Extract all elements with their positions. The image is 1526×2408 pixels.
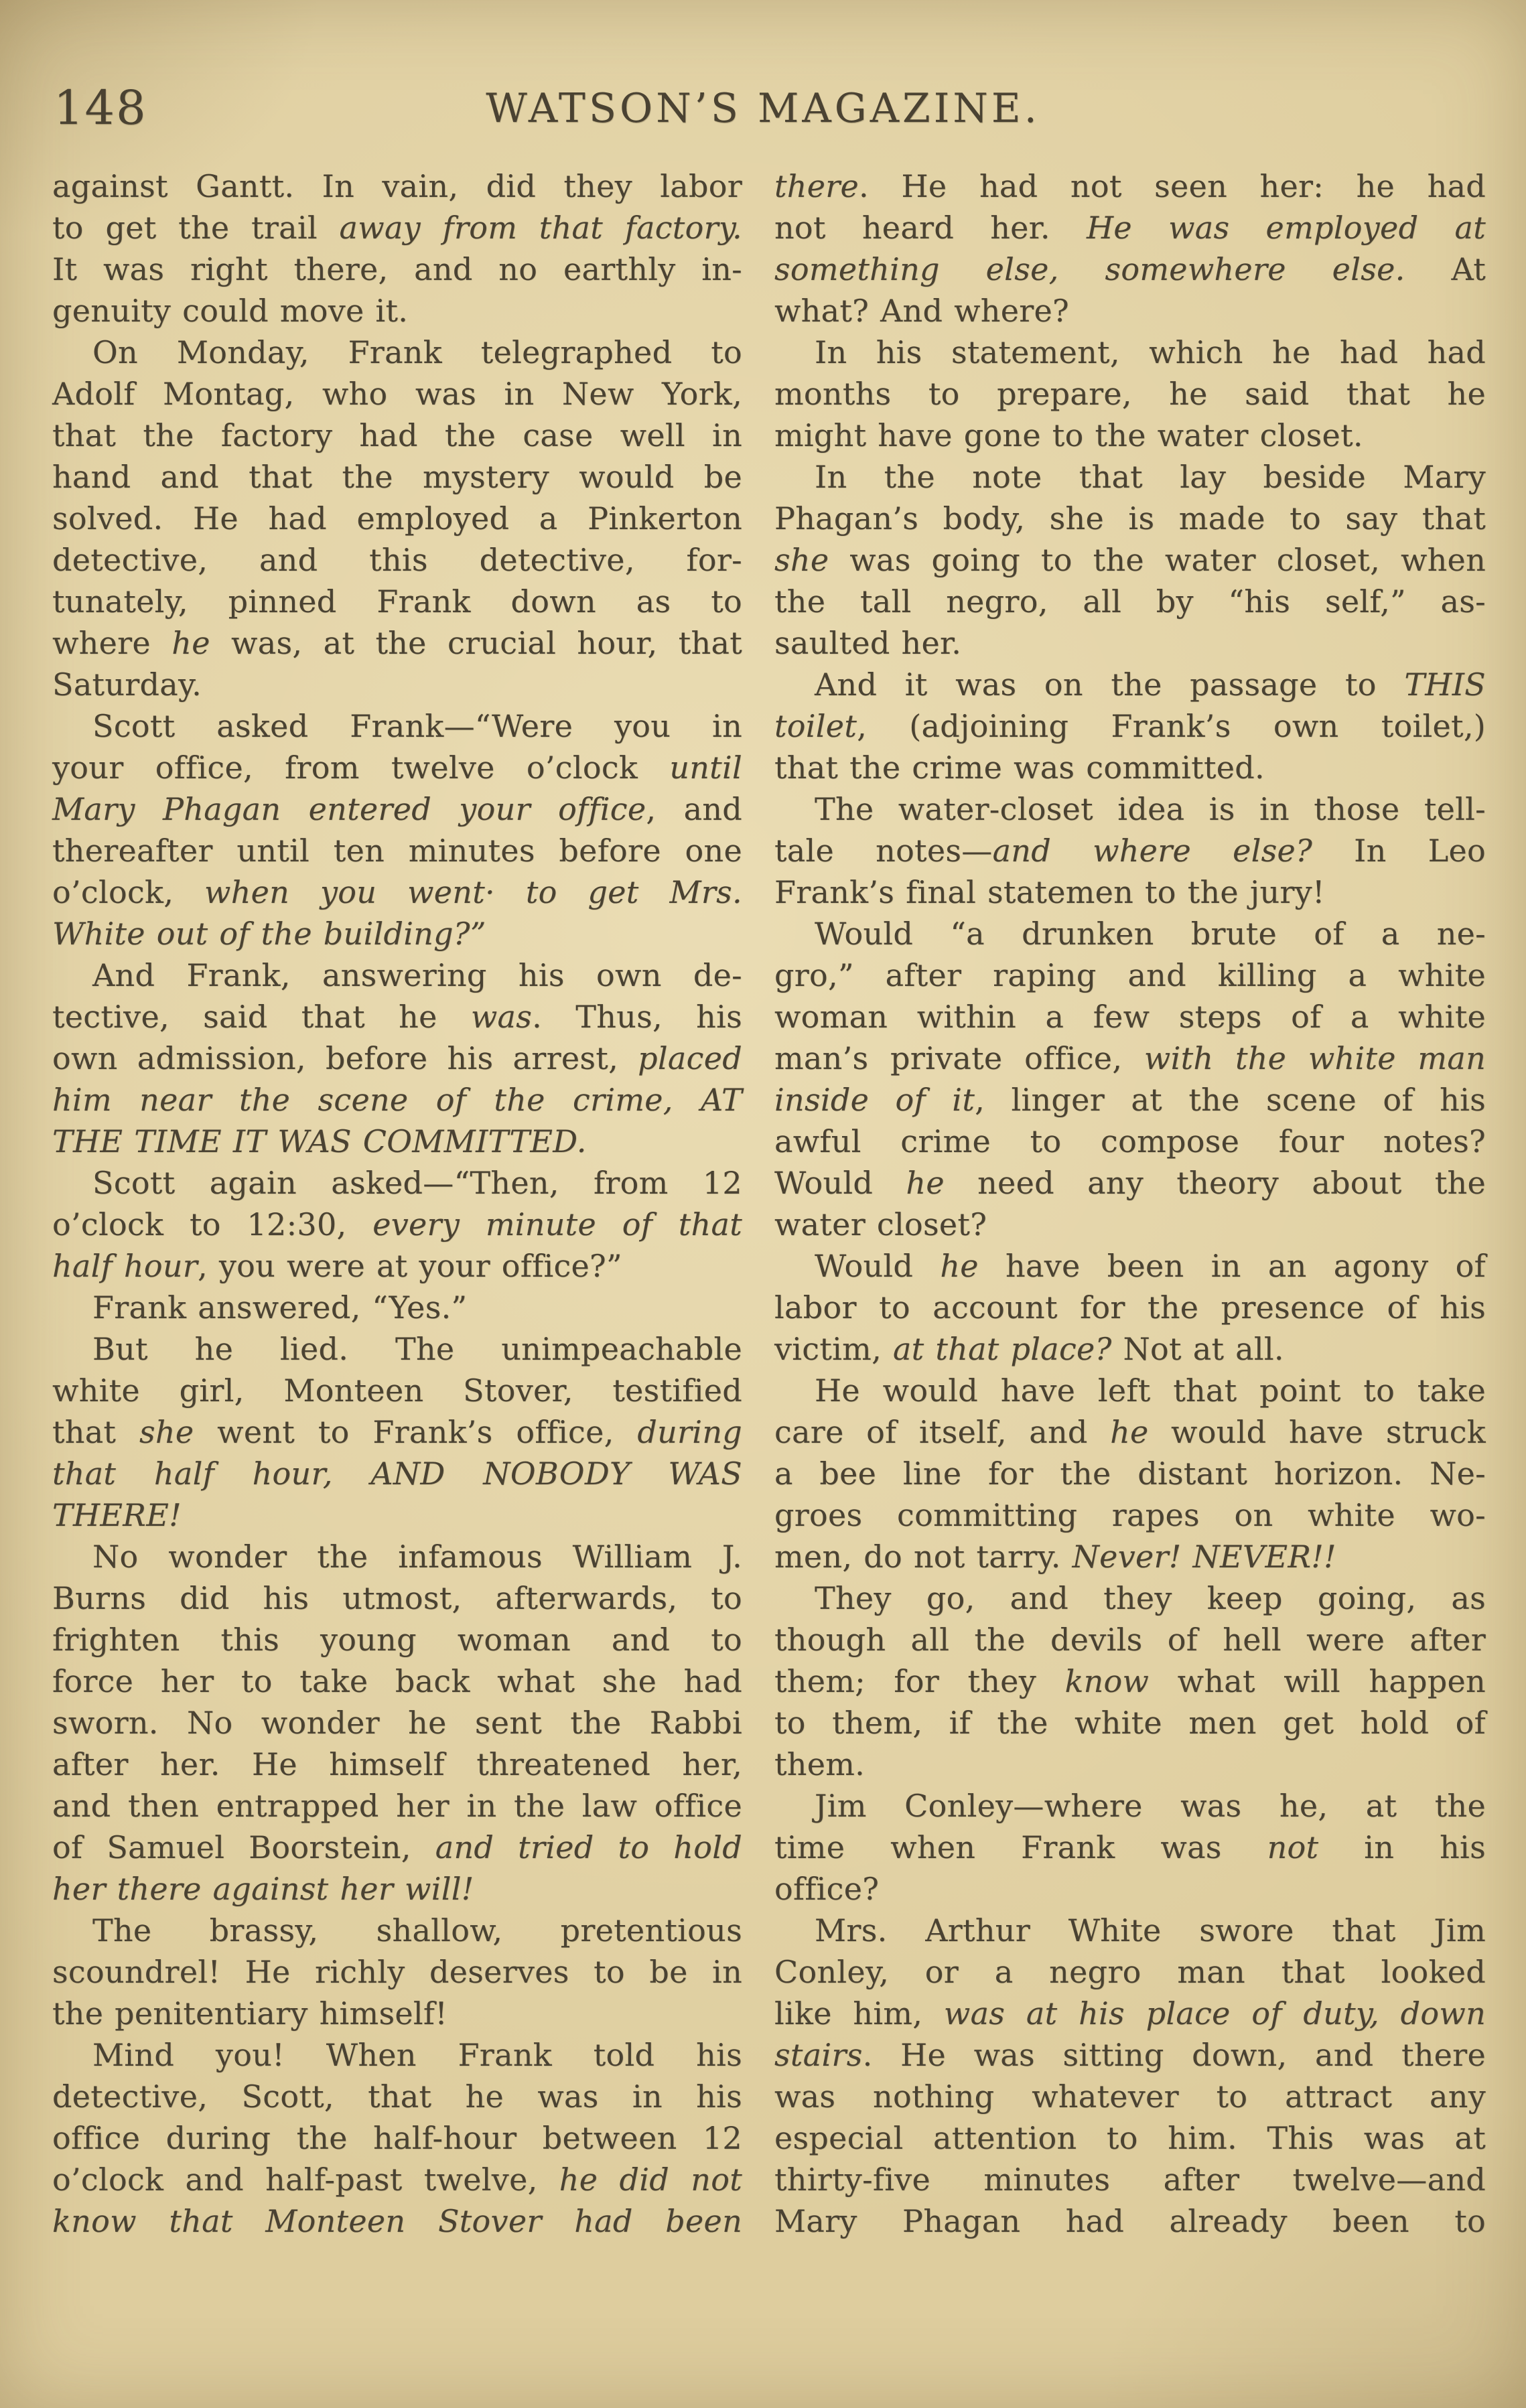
italic-text-segment: during bbox=[637, 1414, 742, 1450]
text-line bbox=[774, 2076, 1486, 2117]
text-line bbox=[774, 373, 1486, 415]
text-line bbox=[774, 581, 1486, 622]
text-line bbox=[52, 1121, 742, 1162]
text-segment: in his bbox=[1318, 1829, 1486, 1865]
text-line bbox=[52, 332, 742, 373]
text-segment: them. bbox=[774, 1746, 865, 1782]
text-segment: , (adjoining Frank’s own toilet,) bbox=[857, 708, 1486, 744]
text-line bbox=[774, 1702, 1486, 1744]
text-segment: genuity could move it. bbox=[52, 293, 409, 329]
text-segment: Adolf Montag, who was in New York, bbox=[52, 376, 742, 412]
italic-text-segment: placed bbox=[638, 1040, 742, 1076]
text-line bbox=[52, 1370, 742, 1411]
text-line bbox=[774, 1993, 1486, 2034]
text-line bbox=[774, 705, 1486, 747]
italic-text-segment: Never! NEVER!! bbox=[1072, 1539, 1336, 1575]
text-line bbox=[52, 1245, 742, 1287]
italic-text-segment: that half hour, AND NOBODY WAS bbox=[52, 1456, 742, 1492]
text-line bbox=[52, 1702, 742, 1744]
text-segment: need any theory about the bbox=[944, 1165, 1486, 1201]
text-segment: Conley, or a negro man that looked bbox=[774, 1954, 1486, 1990]
text-line bbox=[52, 415, 742, 456]
italic-text-segment: until bbox=[669, 750, 742, 786]
text-line bbox=[774, 788, 1486, 830]
text-line bbox=[52, 705, 742, 747]
text-line bbox=[774, 332, 1486, 373]
text-segment: to get the trail bbox=[52, 210, 340, 246]
text-line bbox=[52, 622, 742, 664]
text-segment: force her to take back what she had bbox=[52, 1663, 742, 1699]
text-line bbox=[774, 456, 1486, 498]
text-line bbox=[774, 1411, 1486, 1453]
text-line bbox=[774, 1494, 1486, 1536]
text-segment: o’clock to 12:30, bbox=[52, 1206, 373, 1243]
text-segment: not heard her. bbox=[774, 210, 1087, 246]
text-segment: He would have left that point to take bbox=[815, 1372, 1486, 1409]
text-line bbox=[774, 290, 1486, 332]
text-segment: In Leo bbox=[1312, 833, 1486, 869]
text-line bbox=[774, 539, 1486, 581]
text-segment: , you were at your office?” bbox=[198, 1248, 622, 1284]
text-segment: scoundrel! He richly deserves to be in bbox=[52, 1954, 742, 1990]
text-segment: thereafter until ten minutes before one bbox=[52, 833, 742, 869]
text-line bbox=[52, 456, 742, 498]
page-number: 148 bbox=[54, 80, 147, 135]
italic-text-segment: was at his place of duty, down bbox=[943, 1995, 1486, 2032]
italic-text-segment: not bbox=[1267, 1829, 1319, 1865]
text-line bbox=[52, 1868, 742, 1910]
text-line bbox=[774, 1744, 1486, 1785]
text-line bbox=[52, 1079, 742, 1121]
text-segment: awful crime to compose four notes? bbox=[774, 1123, 1486, 1159]
text-line bbox=[52, 1536, 742, 1577]
text-line bbox=[774, 1577, 1486, 1619]
text-line bbox=[774, 2117, 1486, 2159]
text-segment: a bee line for the distant horizon. Ne- bbox=[774, 1456, 1486, 1492]
text-line bbox=[52, 830, 742, 871]
text-segment: own admission, before his arrest, bbox=[52, 1040, 638, 1076]
text-segment: months to prepare, he said that he bbox=[774, 376, 1486, 412]
italic-text-segment: when you went· to get Mrs. bbox=[204, 874, 742, 910]
text-segment: Frank’s final statemen to the jury! bbox=[774, 874, 1325, 910]
text-segment: In the note that lay beside Mary bbox=[815, 459, 1486, 495]
text-line bbox=[774, 664, 1486, 705]
text-segment: them; for they bbox=[774, 1663, 1065, 1699]
text-line bbox=[52, 1910, 742, 1951]
text-line bbox=[52, 1328, 742, 1370]
text-segment: detective, and this detective, for- bbox=[52, 542, 742, 578]
italic-text-segment: THERE! bbox=[52, 1497, 182, 1533]
text-segment: Scott asked Frank—“Were you in bbox=[92, 708, 742, 744]
text-segment: after her. He himself threatened her, bbox=[52, 1746, 742, 1782]
italic-text-segment: there bbox=[774, 168, 859, 204]
italic-text-segment: her there against her will! bbox=[52, 1871, 474, 1907]
text-segment: But he lied. The unimpeachable bbox=[92, 1331, 742, 1367]
text-line bbox=[774, 498, 1486, 539]
italic-text-segment: he bbox=[906, 1165, 945, 1201]
text-line bbox=[52, 1951, 742, 1993]
text-segment: o’clock and half-past twelve, bbox=[52, 2162, 559, 2198]
text-line bbox=[774, 1245, 1486, 1287]
text-line bbox=[774, 1910, 1486, 1951]
text-line bbox=[52, 788, 742, 830]
text-line bbox=[774, 1162, 1486, 1204]
italic-text-segment: White out of the building?” bbox=[52, 916, 486, 952]
text-line bbox=[52, 1785, 742, 1827]
text-segment: tale notes— bbox=[774, 833, 993, 869]
text-line bbox=[52, 539, 742, 581]
italic-text-segment: know that Monteen Stover had been bbox=[52, 2203, 742, 2239]
text-line bbox=[52, 996, 742, 1038]
text-segment: sworn. No wonder he sent the Rabbi bbox=[52, 1705, 742, 1741]
text-line bbox=[774, 871, 1486, 913]
text-segment: On Monday, Frank telegraphed to bbox=[92, 334, 742, 370]
text-segment: office? bbox=[774, 1871, 880, 1907]
italic-text-segment: know bbox=[1064, 1663, 1150, 1699]
text-line bbox=[774, 2200, 1486, 2242]
text-line bbox=[774, 996, 1486, 1038]
italic-text-segment: and tried to hold bbox=[435, 1829, 742, 1865]
text-line bbox=[52, 1993, 742, 2034]
text-segment: Jim Conley—where was he, at the bbox=[815, 1788, 1486, 1824]
text-segment: thirty-five minutes after twelve—and bbox=[774, 2162, 1486, 2198]
text-segment: tective, said that he bbox=[52, 999, 471, 1035]
italic-text-segment: he bbox=[940, 1248, 979, 1284]
italic-text-segment: at that place? bbox=[892, 1331, 1112, 1367]
italic-text-segment: THIS bbox=[1404, 666, 1486, 703]
text-line bbox=[52, 290, 742, 332]
text-line bbox=[774, 1536, 1486, 1577]
italic-text-segment: Mary Phagan entered your office bbox=[52, 791, 646, 827]
italic-text-segment: away from that factory. bbox=[339, 210, 742, 246]
text-segment: detective, Scott, that he was in his bbox=[52, 2078, 742, 2115]
text-segment: what? And where? bbox=[774, 293, 1070, 329]
text-segment: groes committing rapes on white wo- bbox=[774, 1497, 1486, 1533]
text-segment: Saturday. bbox=[52, 666, 202, 703]
text-line bbox=[52, 1411, 742, 1453]
text-line bbox=[774, 1785, 1486, 1827]
italic-text-segment: and where else? bbox=[992, 833, 1313, 869]
text-line bbox=[774, 1619, 1486, 1660]
text-segment: to them, if the white men get hold of bbox=[774, 1705, 1486, 1741]
text-segment: hand and that the mystery would be bbox=[52, 459, 742, 495]
italic-text-segment: inside of it bbox=[774, 1082, 975, 1118]
text-line bbox=[774, 1660, 1486, 1702]
text-segment: man’s private office, bbox=[774, 1040, 1144, 1076]
text-line bbox=[774, 415, 1486, 456]
text-line bbox=[52, 664, 742, 705]
text-line bbox=[52, 2034, 742, 2076]
magazine-title: WATSON’S MAGAZINE. bbox=[486, 85, 1040, 132]
text-segment: care of itself, and bbox=[774, 1414, 1111, 1450]
text-segment: gro,” after raping and killing a white bbox=[774, 957, 1486, 993]
italic-text-segment: with the white man bbox=[1143, 1040, 1486, 1076]
text-line bbox=[774, 913, 1486, 954]
text-line bbox=[52, 1744, 742, 1785]
text-line bbox=[52, 1162, 742, 1204]
text-segment: Would “a drunken brute of a ne- bbox=[815, 916, 1486, 952]
text-line bbox=[774, 1079, 1486, 1121]
article-body bbox=[52, 165, 1486, 2242]
text-segment: against Gantt. In vain, did they labor bbox=[52, 168, 742, 204]
text-line bbox=[52, 1660, 742, 1702]
text-segment: solved. He had employed a Pinkerton bbox=[52, 500, 742, 537]
text-segment: have been in an agony of bbox=[978, 1248, 1486, 1284]
text-segment: The brassy, shallow, pretentious bbox=[92, 1912, 742, 1949]
page-header bbox=[0, 82, 1526, 142]
text-segment: No wonder the infamous William J. bbox=[92, 1539, 742, 1575]
text-line bbox=[774, 1287, 1486, 1328]
text-segment: labor to account for the presence of his bbox=[774, 1289, 1486, 1326]
right-column bbox=[774, 165, 1486, 2242]
italic-text-segment: stairs bbox=[774, 2037, 863, 2073]
text-line bbox=[52, 913, 742, 954]
text-segment: went to Frank’s office, bbox=[194, 1414, 638, 1450]
text-line bbox=[52, 165, 742, 207]
text-segment: your office, from twelve o’clock bbox=[52, 750, 670, 786]
text-line bbox=[774, 1951, 1486, 1993]
italic-text-segment: every minute of that bbox=[372, 1206, 742, 1243]
text-segment: office during the half-hour between 12 bbox=[52, 2120, 742, 2156]
text-line bbox=[52, 747, 742, 788]
italic-text-segment: he did not bbox=[559, 2162, 742, 2198]
text-segment: The water-closet idea is in those tell- bbox=[815, 791, 1486, 827]
text-line bbox=[774, 165, 1486, 207]
text-line bbox=[52, 249, 742, 290]
italic-text-segment: he bbox=[171, 625, 210, 661]
text-segment: white girl, Monteen Stover, testified bbox=[52, 1372, 742, 1409]
text-segment: might have gone to the water closet. bbox=[774, 417, 1363, 453]
text-segment: was nothing whatever to attract any bbox=[774, 2078, 1486, 2115]
text-segment: Not at all. bbox=[1111, 1331, 1284, 1367]
text-segment: frighten this young woman and to bbox=[52, 1622, 742, 1658]
italic-text-segment: him near the scene of the crime, AT bbox=[52, 1082, 742, 1118]
text-segment: where bbox=[52, 625, 172, 661]
text-segment: especial attention to him. This was at bbox=[774, 2120, 1486, 2156]
text-segment: . Thus, his bbox=[532, 999, 742, 1035]
text-segment: And Frank, answering his own de- bbox=[92, 957, 742, 993]
text-segment: that the crime was committed. bbox=[774, 750, 1265, 786]
text-line bbox=[774, 1453, 1486, 1494]
italic-text-segment: something else, somewhere else. bbox=[774, 251, 1405, 287]
text-line bbox=[774, 2159, 1486, 2200]
text-line bbox=[774, 1204, 1486, 1245]
text-segment: At bbox=[1405, 251, 1486, 287]
text-line bbox=[52, 1827, 742, 1868]
text-segment: though all the devils of hell were after bbox=[774, 1622, 1486, 1658]
text-segment: , and bbox=[646, 791, 742, 827]
text-segment: what will happen bbox=[1149, 1663, 1486, 1699]
text-segment: the tall negro, all by “his self,” as- bbox=[774, 583, 1486, 620]
left-column bbox=[52, 165, 742, 2242]
italic-text-segment: THE TIME IT WAS COMMITTED. bbox=[52, 1123, 587, 1159]
text-segment: men, do not tarry. bbox=[774, 1539, 1072, 1575]
text-segment: water closet? bbox=[774, 1206, 987, 1243]
text-line bbox=[52, 1619, 742, 1660]
text-segment: They go, and they keep going, as bbox=[815, 1580, 1486, 1616]
text-line bbox=[774, 622, 1486, 664]
text-segment: Frank answered, “Yes.” bbox=[92, 1289, 468, 1326]
text-segment: It was right there, and no earthly in- bbox=[52, 251, 742, 287]
text-segment: was, at the crucial hour, that bbox=[210, 625, 742, 661]
text-line bbox=[52, 1577, 742, 1619]
text-segment: Would bbox=[815, 1248, 941, 1284]
text-segment: Would bbox=[774, 1165, 906, 1201]
italic-text-segment: was bbox=[470, 999, 533, 1035]
text-segment: . He was sitting down, and there bbox=[862, 2037, 1486, 2073]
text-line bbox=[774, 1370, 1486, 1411]
text-line bbox=[52, 581, 742, 622]
text-segment: was going to the water closet, when bbox=[829, 542, 1486, 578]
text-segment: Phagan’s body, she is made to say that bbox=[774, 500, 1486, 537]
italic-text-segment: He was employed at bbox=[1087, 210, 1486, 246]
text-segment: of Samuel Boorstein, bbox=[52, 1829, 435, 1865]
text-line bbox=[52, 954, 742, 996]
text-segment: tunately, pinned Frank down as to bbox=[52, 583, 742, 620]
text-line bbox=[52, 1453, 742, 1494]
text-segment: Mind you! When Frank told his bbox=[92, 2037, 742, 2073]
text-line bbox=[52, 2117, 742, 2159]
text-line bbox=[774, 2034, 1486, 2076]
text-segment: that bbox=[52, 1414, 140, 1450]
text-segment: Scott again asked—“Then, from 12 bbox=[92, 1165, 742, 1201]
text-line bbox=[52, 373, 742, 415]
text-line bbox=[774, 1868, 1486, 1910]
text-line bbox=[774, 249, 1486, 290]
text-segment: victim, bbox=[774, 1331, 893, 1367]
text-line bbox=[52, 1287, 742, 1328]
italic-text-segment: toilet bbox=[774, 708, 857, 744]
text-line bbox=[774, 830, 1486, 871]
text-segment: And it was on the passage to bbox=[815, 666, 1405, 703]
text-line bbox=[52, 2200, 742, 2242]
text-segment: the penitentiary himself! bbox=[52, 1995, 448, 2032]
text-segment: like him, bbox=[774, 1995, 944, 2032]
text-line bbox=[52, 2159, 742, 2200]
text-line bbox=[774, 954, 1486, 996]
text-line bbox=[52, 2076, 742, 2117]
text-line bbox=[774, 747, 1486, 788]
text-line bbox=[52, 871, 742, 913]
text-segment: . He had not seen her: he had bbox=[859, 168, 1486, 204]
text-line bbox=[774, 1121, 1486, 1162]
italic-text-segment: she bbox=[774, 542, 829, 578]
text-line bbox=[774, 1328, 1486, 1370]
text-segment: saulted her. bbox=[774, 625, 962, 661]
text-line bbox=[774, 1038, 1486, 1079]
text-segment: Mary Phagan had already been to bbox=[774, 2203, 1486, 2239]
text-line bbox=[52, 1494, 742, 1536]
text-segment: In his statement, which he had had bbox=[815, 334, 1486, 370]
text-line bbox=[774, 1827, 1486, 1868]
text-segment: time when Frank was bbox=[774, 1829, 1267, 1865]
text-line bbox=[52, 207, 742, 249]
italic-text-segment: he bbox=[1110, 1414, 1149, 1450]
text-segment: Burns did his utmost, afterwards, to bbox=[52, 1580, 742, 1616]
text-line bbox=[52, 498, 742, 539]
text-line bbox=[52, 1038, 742, 1079]
text-line bbox=[52, 1204, 742, 1245]
text-segment: , linger at the scene of his bbox=[975, 1082, 1486, 1118]
text-line bbox=[774, 207, 1486, 249]
text-segment: that the factory had the case well in bbox=[52, 417, 742, 453]
text-segment: and then entrapped her in the law office bbox=[52, 1788, 742, 1824]
text-segment: would have struck bbox=[1148, 1414, 1486, 1450]
text-segment: woman within a few steps of a white bbox=[774, 999, 1486, 1035]
text-segment: o’clock, bbox=[52, 874, 205, 910]
italic-text-segment: she bbox=[139, 1414, 194, 1450]
text-segment: Mrs. Arthur White swore that Jim bbox=[815, 1912, 1486, 1949]
italic-text-segment: half hour bbox=[52, 1248, 198, 1284]
